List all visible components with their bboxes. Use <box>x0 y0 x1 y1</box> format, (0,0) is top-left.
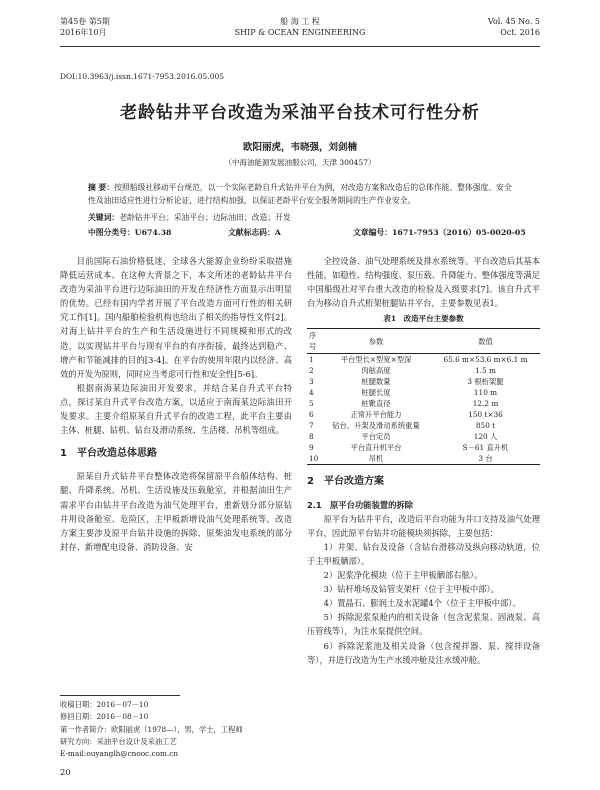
footnote-rule <box>60 695 180 696</box>
left-paragraph-1: 目前国际石油价格低迷，全球各大能源企业纷纷采取措施降低运营成本。在这种大背景之下，本文所述的老龄钻井平台改造为采油平台进行边际油田的开发在经济性方面显示出明显的优势。已经有国内学者开展了平台改造方面可行性的相关研究工作[1]。国内船舶检验机构也给出了相关的指导性文件[2]。对海上钻井平台的生产和生活设施进行不同规模和形式的改造，以实现钻井平台与现有平台的有序衔接，最终达到稳产、增产和节能减排的目的[3-4]。在平台的使用年限内以经济、高效的开发为原则，同时应当考虑可行性和安全性[5-6]。 <box>60 256 292 379</box>
abstract-label: 摘 要： <box>88 183 115 192</box>
article-number: 文章编号：1671-7953（2016）05-0020-05 <box>353 228 526 237</box>
table-cell: 桩靴直径 <box>361 399 391 409</box>
table-header-cell: 序号 <box>307 329 321 354</box>
table-cell: 平台型长×型宽×型深 <box>340 355 412 365</box>
list-item: 1）井架、钻台及设备（含钻台滑移动及纵向移动轨道，位于主甲板舾部）。 <box>307 541 540 566</box>
paper-title: 老龄钻井平台改造为采油平台技术可行性分析 <box>120 103 480 123</box>
left-paragraph-2: 根据南海某边际油田开发要求，并结合某自升式平台特点，探讨某自升式平台改造方案，以适应于南海某边际油田开发要求。主要介绍原某自升式平台的改造工程，此平台主要由主体、桩腿、钻机、钻台及滑动系统、生活楼、吊机等组成。 <box>60 382 292 436</box>
keywords-label: 关键词： <box>88 213 120 222</box>
page-number: 20 <box>60 768 71 778</box>
header-right <box>488 16 540 38</box>
table-cell: 正常升平台能力 <box>350 410 402 420</box>
table-row <box>307 376 540 387</box>
right-column <box>307 254 540 667</box>
list-item: 5）拆除泥浆泵舱内的相关设备（包含泥浆泵、固液泵、高压管线等），为注水泵提供空间。 <box>307 612 540 637</box>
table-cell: 桩腿长度 <box>361 388 391 398</box>
list-item: 2）泥浆净化模块（位于主甲板舾部右舷）。 <box>323 570 483 581</box>
section-2-heading: 2 平台改造方案 <box>307 476 384 488</box>
table-cell: 5 <box>309 399 314 409</box>
abstract-text: 按照船级社移动平台规范，以一个实际老龄自升式钻井平台为例，对改造方案和改造后的总体作能、整体强度、安全性及油田适应性进行分析论证，进行结构加强，以保证老龄平台安全服务期间的生产作业安全。 <box>88 183 512 205</box>
table-row <box>307 365 540 376</box>
footnote <box>60 695 292 760</box>
table-header-cell: 数值 <box>431 329 540 354</box>
section-1-heading: 1 平台改造总体思路 <box>60 448 157 460</box>
affiliation: （中海油能源发展油服公司，天津 300457） <box>224 158 376 167</box>
journal-name-cn: 船 海 工 程 <box>280 17 320 26</box>
table-cell: 3 <box>309 377 314 387</box>
abstract <box>88 182 516 207</box>
table-cell: 肉舷高度 <box>361 366 391 376</box>
subsection-2-1-heading: 2.1 原平台功能装置的拆除 <box>307 499 413 510</box>
header-center <box>60 16 540 38</box>
list-item: 3）钻杆堆场及钻管支架杆（位于主甲板中部）。 <box>323 584 499 595</box>
table-row <box>307 420 540 431</box>
table-cell: 平台直升机平台 <box>350 443 402 453</box>
clc-number: 中图分类号：U674.38 <box>88 228 172 237</box>
table-row <box>307 442 540 453</box>
received-date: 收稿日期：2016－07－10 <box>60 700 149 709</box>
volume-issue-cn: 第45卷 第5期 <box>60 17 110 26</box>
table-cell: 钻台、升架及滑动系统重量 <box>332 421 420 431</box>
table-header-cell: 参数 <box>321 329 431 354</box>
parameters-table <box>307 328 540 465</box>
table-cell: 1 <box>309 355 314 365</box>
running-header <box>60 16 540 50</box>
table-row <box>307 409 540 420</box>
removal-list <box>307 540 540 667</box>
table-cell: 4 <box>309 388 314 398</box>
doi: DOI:10.3963/j.issn.1671-7953.2016.05.005 <box>60 72 225 81</box>
table-cell: 150 t×36 <box>468 410 503 420</box>
table-cell: 8 <box>309 432 314 442</box>
table-cell: 2 <box>309 366 314 376</box>
table-cell: 吊机 <box>321 453 431 465</box>
table-cell: 7 <box>309 421 314 431</box>
table-cell: 3 根桁架腿 <box>467 377 504 387</box>
table-1-caption: 表1 改造平台主要参数 <box>383 314 464 324</box>
volume-issue-en: Vol. 45 No. 5 <box>487 17 540 26</box>
author-email: E-mail:ouyanglh@cnooc.com.cn <box>60 749 179 759</box>
table-cell: 1.5 m <box>475 366 496 376</box>
table-cell: 65.6 m×53.6 m×6.1 m <box>443 355 528 365</box>
document-code: 文献标志码：A <box>228 228 281 237</box>
table-body <box>307 354 540 465</box>
authors: 欧阳丽虎，韦晓强，刘剑楠 <box>242 142 357 153</box>
table-row <box>307 354 540 366</box>
left-paragraph-3: 原某自升式钻井平台整体改造将保留原平台船体结构、桩腿、升降系统、吊机、生活设施及压载舱室，并根据油田生产需求平台由钻井平台改造为油气处理平台，重新划分部分原钻井用设备舱室、危险区，主甲板新增设油气处理系统等。改造方案主要涉及原平台钻井设施的拆除、原柴油发电系统的部分封存、新增配电设备、消防设备、安 <box>60 471 292 552</box>
date-cn: 2016年10月 <box>60 28 107 37</box>
table-row <box>307 431 540 442</box>
date-en: Oct. 2016 <box>500 28 540 37</box>
table-cell: 850 t <box>475 421 496 431</box>
table-row <box>307 453 540 465</box>
table-cell: 9 <box>309 443 314 453</box>
table-header-row <box>307 329 540 354</box>
table-cell: 桩腿数量 <box>361 377 391 387</box>
keywords <box>88 212 516 224</box>
right-paragraph-1: 全控设备、油气处理系统及排水系统等。平台改造后其基本性能，如稳性、结构强度、泵压载、升降能力、整体强度等满足中国船级社对平台重大改造的检验及入级要求[7]。该自升式平台为移动自升式桁架桩腿钻井平台，主要参数见表1。 <box>307 256 540 309</box>
header-rule <box>60 46 540 47</box>
table-cell: S－61 直升机 <box>462 443 509 453</box>
revised-date: 修回日期：2016－08－10 <box>60 712 149 722</box>
keywords-text: 老龄钻井平台；采油平台；边际油田；改造；开发 <box>119 213 291 222</box>
left-column <box>60 254 292 554</box>
table-cell: 平台定员 <box>361 432 391 442</box>
table-cell: 3 台 <box>431 453 540 465</box>
table-cell: 10 <box>307 453 321 465</box>
table-cell: 120 人 <box>473 432 498 442</box>
journal-name-en: SHIP & OCEAN ENGINEERING <box>234 28 366 37</box>
table-row <box>307 398 540 409</box>
list-item: 6）拆除泥浆池及相关设备（包含搅拌器、泵、搅拌设备等），并进行改造为生产水缓冲舱及注水缓冲舱。 <box>307 640 540 665</box>
table-cell: 6 <box>309 410 314 420</box>
table-row <box>307 387 540 398</box>
research-direction: 研究方向：采油平台设计及采油工艺 <box>60 736 177 746</box>
first-author-info: 第一作者简介：欧阳丽虎（1978—），男，学士，工程师 <box>60 724 243 734</box>
table-cell: 12.2 m <box>472 399 499 409</box>
list-item: 4）置晶石、膨润土及水泥罐4个（位于主甲板中部）。 <box>323 598 521 609</box>
right-paragraph-2: 原平台为钻井平台，改造后平台功能为井口支持及油气处理平台，因此原平台钻井功能模块须拆除，主要包括： <box>307 513 540 538</box>
table-cell: 110 m <box>473 388 498 398</box>
